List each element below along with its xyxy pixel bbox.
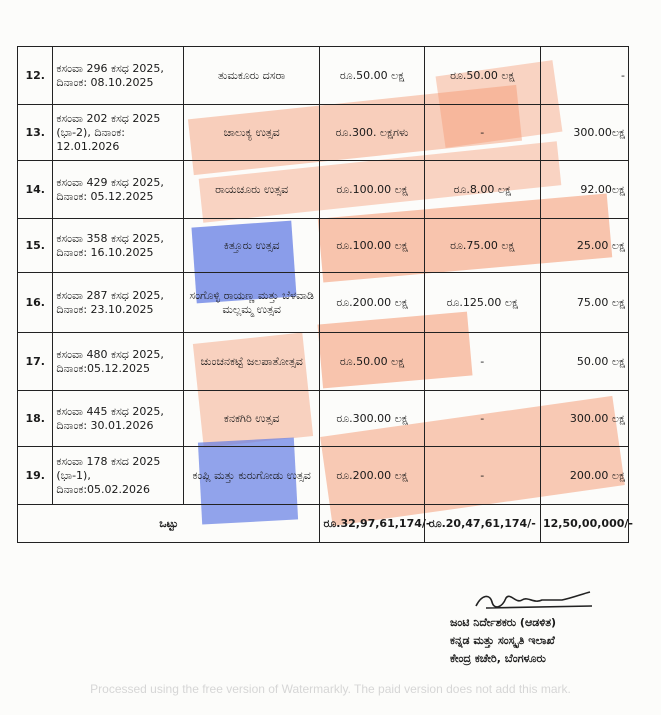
order-reference: ಕಸಂವಾ 445 ಕಸಧ 2025, ದಿನಾಂಕ: 30.01.2026 <box>53 391 183 447</box>
signature-scribble-icon <box>472 588 602 614</box>
serial-number: 15. <box>18 219 53 273</box>
balance-amount: 75.00 ಲಕ್ಷ <box>540 273 628 333</box>
event-name: ತುಮಕೂರು ದಸರಾ <box>183 47 320 105</box>
allocated-amount: ರೂ.300.00 ಲಕ್ಷ <box>320 391 424 447</box>
serial-number: 18. <box>18 391 53 447</box>
serial-number: 13. <box>18 105 53 161</box>
total-allocated: ರೂ.32,97,61,174/- <box>320 505 424 543</box>
signatory-designation: ಜಂಟಿ ನಿರ್ದೇಶಕರು (ಆಡಳಿತ) <box>450 616 557 629</box>
table-row <box>18 333 629 391</box>
released-amount: - <box>424 333 540 391</box>
balance-amount: 50.00 ಲಕ್ಷ <box>540 333 628 391</box>
order-reference: ಕಸಂವಾ 429 ಕಸಧ 2025, ದಿನಾಂಕ: 05.12.2025 <box>53 161 183 219</box>
order-reference: ಕಸಂವಾ 202 ಕಸಧ 2025 (ಭಾ-2), ದಿನಾಂಕ: 12.01.2026 <box>53 105 183 161</box>
order-reference: ಕಸಂವಾ 358 ಕಸಧ 2025, ದಿನಾಂಕ: 16.10.2025 <box>53 219 183 273</box>
serial-number: 14. <box>18 161 53 219</box>
table-row <box>18 447 629 505</box>
allocated-amount: ರೂ.200.00 ಲಕ್ಷ <box>320 447 424 505</box>
balance-amount: 300.00ಲಕ್ಷ <box>540 105 628 161</box>
serial-number: 19. <box>18 447 53 505</box>
event-name: ಕನಕಗಿರಿ ಉತ್ಸವ <box>183 391 320 447</box>
table-row <box>18 47 629 105</box>
allocated-amount: ರೂ.300. ಲಕ್ಷಗಳು <box>320 105 424 161</box>
table-row <box>18 273 629 333</box>
event-name: ಸಂಗೊಳ್ಳಿ ರಾಯಣ್ಣ ಮತ್ತು ಬೆಳವಾಡಿ ಮಲ್ಲಮ್ಮ ಉತ್ಸವ <box>183 273 320 333</box>
event-name: ರಾಯಚೂರು ಉತ್ಸವ <box>183 161 320 219</box>
released-amount: ರೂ.125.00 ಲಕ್ಷ <box>424 273 540 333</box>
released-amount: - <box>424 105 540 161</box>
event-name: ಕಂಪ್ಲಿ ಮತ್ತು ಕುರುಗೋಡು ಉತ್ಸವ <box>183 447 320 505</box>
department-name: ಕನ್ನಡ ಮತ್ತು ಸಂಸ್ಕೃತಿ ಇಲಾಖೆ <box>450 634 555 647</box>
allocated-amount: ರೂ.100.00 ಲಕ್ಷ <box>320 161 424 219</box>
event-name: ಚಾಲುಕ್ಯ ಉತ್ಸವ <box>183 105 320 161</box>
balance-amount: 200.00 ಲಕ್ಷ <box>540 447 628 505</box>
table-row <box>18 219 629 273</box>
order-reference: ಕಸಂವಾ 287 ಕಸಧ 2025, ದಿನಾಂಕ: 23.10.2025 <box>53 273 183 333</box>
order-reference: ಕಸಂವಾ 296 ಕಸಧ 2025, ದಿನಾಂಕ: 08.10.2025 <box>53 47 183 105</box>
released-amount: - <box>424 447 540 505</box>
balance-amount: 25.00 ಲಕ್ಷ <box>540 219 628 273</box>
allocated-amount: ರೂ.50.00 ಲಕ್ಷ <box>320 333 424 391</box>
serial-number: 16. <box>18 273 53 333</box>
allocated-amount: ರೂ.100.00 ಲಕ್ಷ <box>320 219 424 273</box>
table-row <box>18 391 629 447</box>
office-location: ಕೇಂದ್ರ ಕಚೇರಿ, ಬೆಂಗಳೂರು <box>450 652 546 665</box>
total-balance: 12,50,00,000/- <box>540 505 628 543</box>
balance-amount: 300.00 ಲಕ್ಷ <box>540 391 628 447</box>
event-name: ಕಿತ್ತೂರು ಉತ್ಸವ <box>183 219 320 273</box>
total-label: ಒಟ್ಟು <box>18 505 320 543</box>
allocated-amount: ರೂ.200.00 ಲಕ್ಷ <box>320 273 424 333</box>
released-amount: - <box>424 391 540 447</box>
allocated-amount: ರೂ.50.00 ಲಕ್ಷ <box>320 47 424 105</box>
released-amount: ರೂ.8.00 ಲಕ್ಷ <box>424 161 540 219</box>
event-name: ಚುಂಚನಕಟ್ಟೆ ಜಲಪಾತೋತ್ಸವ <box>183 333 320 391</box>
table-row <box>18 105 629 161</box>
released-amount: ರೂ.75.00 ಲಕ್ಷ <box>424 219 540 273</box>
serial-number: 12. <box>18 47 53 105</box>
released-amount: ರೂ.50.00 ಲಕ್ಷ <box>424 47 540 105</box>
allocation-table <box>17 46 633 543</box>
balance-amount: 92.00ಲಕ್ಷ <box>540 161 628 219</box>
balance-amount: - <box>540 47 628 105</box>
table-row <box>18 161 629 219</box>
order-reference: ಕಸಂವಾ 178 ಕಸದ 2025 (ಭಾ-1), ದಿನಾಂಕ:05.02.2026 <box>53 447 183 505</box>
total-row <box>18 505 629 543</box>
total-released: ರೂ.20,47,61,174/- <box>424 505 540 543</box>
watermark-text: Processed using the free version of Watermarkly. The paid version does not add this mark. <box>90 682 571 696</box>
serial-number: 17. <box>18 333 53 391</box>
order-reference: ಕಸಂವಾ 480 ಕಸಧ 2025, ದಿನಾಂಕ:05.12.2025 <box>53 333 183 391</box>
